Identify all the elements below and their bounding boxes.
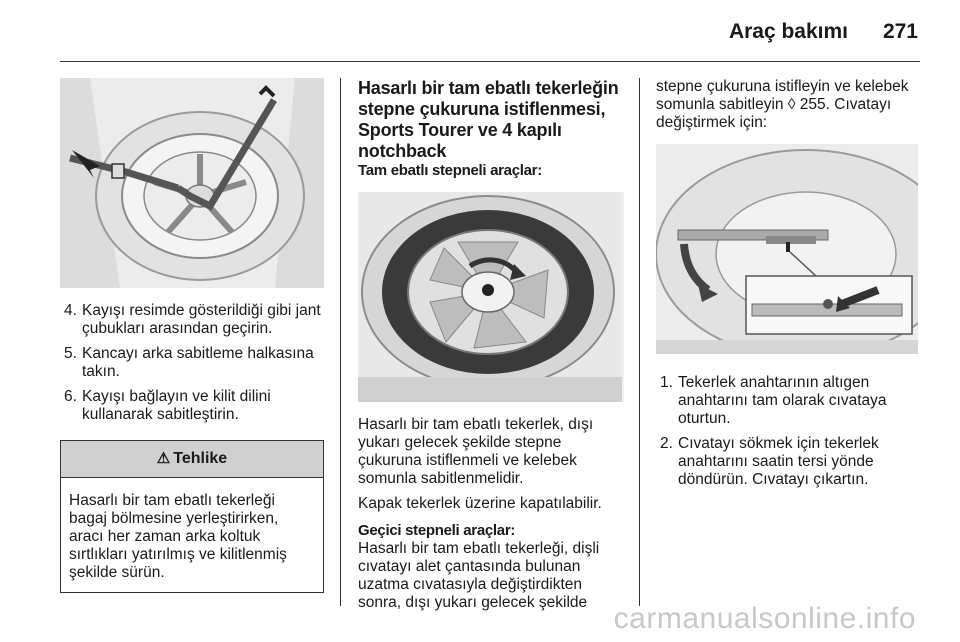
steps-list-right [656,374,918,489]
page-reference-icon: ◊ [787,96,796,113]
list-item: 4. Kayışı resimde gösterildiği gibi jant çubukları arasından geçirin. [64,302,321,337]
subheading-full-size-spare: Tam ebatlı stepneli araçlar: [358,162,542,179]
steps-list-left [60,302,324,424]
subheading-temporary-spare: Geçici stepneli araçlar: [358,522,516,539]
section-heading: Hasarlı bir tam ebatlı tekerleğin stepne çukuruna istiflenmesi, Sports Tourer ve 4 kapılı notchback [358,78,619,161]
column-divider-1 [340,78,341,606]
paragraph-stow-wheel: Hasarlı bir tam ebatlı tekerlek, dışı yukarı gelecek şekilde stepne çukuruna istiflenmeli ve kelebek somunla sabitlenmelidir. [358,416,594,487]
figure-spare-wheel-strap [60,78,324,288]
watermark: carmanualsonline.info [613,602,916,635]
list-item: 5. Kancayı arka sabitleme halkasına takın. [64,345,314,380]
warning-title: Tehlike [173,450,228,467]
column-right [656,78,918,496]
column-divider-2 [639,78,640,606]
figure-bolt-replacement [656,144,918,354]
page-number: 271 [882,20,918,43]
header-rule [60,61,920,62]
paragraph-temporary-spare: Hasarlı bir tam ebatlı tekerleği, dişli cıvatayı alet çantasında bulunan uzatma cıvatasıyla değiştirdikten sonra, dışı yukarı gelecek şekilde [358,540,600,611]
paragraph-cover: Kapak tekerlek üzerine kapatılabilir. [358,495,602,512]
list-item: 1. Tekerlek anahtarının altıgen anahtarını tam olarak cıvataya oturtun. [660,374,887,427]
page-header [0,0,960,62]
list-item: 6. Kayışı bağlayın ve kilit dilini kullanarak sabitleştirin. [64,388,271,423]
column-left [60,78,324,593]
list-item: 2. Cıvatayı sökmek için tekerlek anahtarını saatin tersi yönde döndürün. Cıvatayı çıkartın. [660,435,879,488]
section-title: Araç bakımı [728,20,848,43]
paragraph-continued: stepne çukuruna istifleyin ve kelebek somunla sabitleyin ◊ 255. Cıvatayı değiştirmek için: [656,78,909,131]
warning-header [61,441,323,478]
warning-box [60,440,324,593]
warning-text: Hasarlı bir tam ebatlı tekerleği bagaj bölmesine yerleştirirken, aracı her zaman arka koltuk sırtlıkları yatırılmış ve kilitlenmiş şekilde sürün. [69,492,287,581]
figure-wheel-in-well [358,192,624,402]
warning-triangle-icon: ⚠ [156,450,171,467]
column-middle [358,78,624,612]
